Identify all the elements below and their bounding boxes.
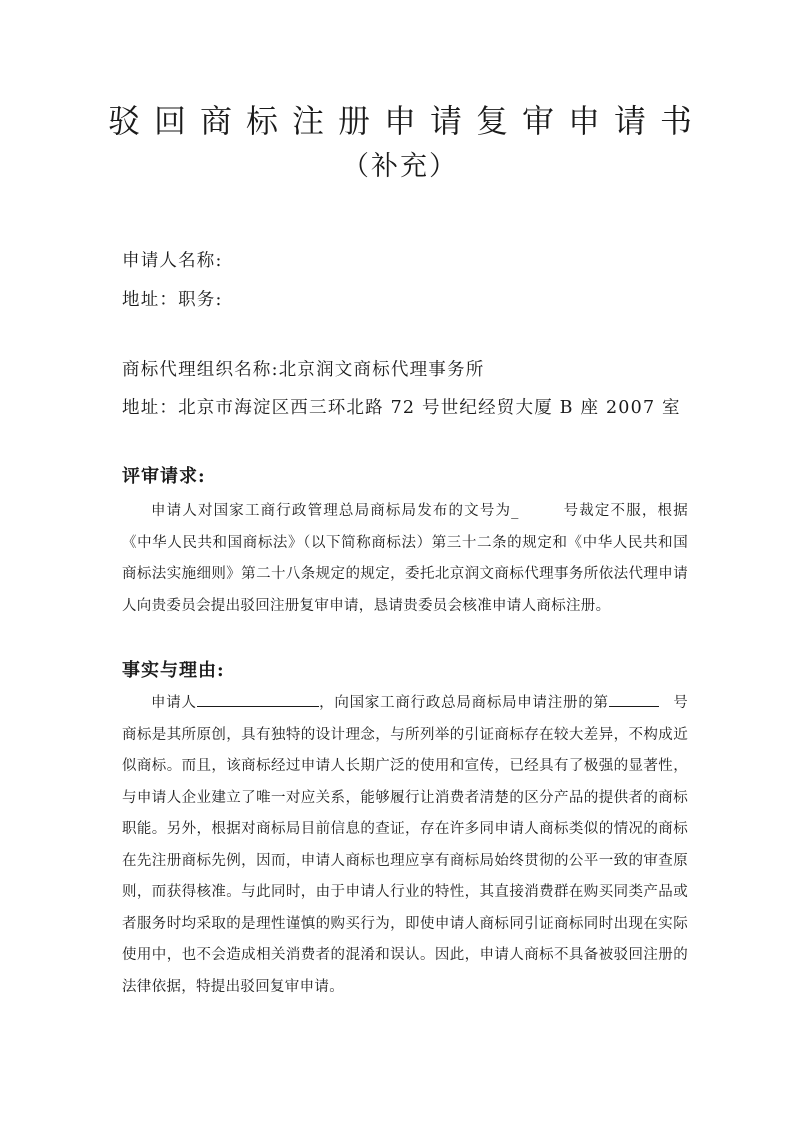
applicant-address-label: 地址：职务: — [122, 290, 223, 310]
document-subtitle: （补充） — [342, 151, 458, 182]
facts-heading: 事实与理由: — [122, 660, 225, 681]
facts-paragraph — [122, 688, 688, 1003]
agent-address-label: 地址： — [122, 398, 179, 418]
agent-name-value: 北京润文商标代理事务所 — [278, 360, 485, 380]
document-title: 驳回商标注册申请复审申请书 — [107, 102, 706, 140]
facts-text-2: ，向国家工商行政总局商标局申请注册的第 — [318, 695, 609, 711]
agent-address-value: 北京市海淀区西三环北路 72 号世纪经贸大厦 B 座 2007 室 — [178, 398, 681, 418]
applicant-name-label: 申请人名称: — [122, 251, 223, 271]
facts-text-1: 申请人 — [151, 695, 197, 711]
review-request-paragraph — [122, 496, 688, 622]
review-request-text-1: 申请人对国家工商行政管理总局商标局发布的文号为_ — [151, 503, 519, 519]
agent-address-line — [122, 394, 681, 419]
agent-name-line — [122, 356, 484, 381]
review-request-heading: 评审请求: — [122, 466, 206, 487]
trademark-number-blank — [609, 689, 659, 707]
agent-name-label: 商标代理组织名称: — [122, 360, 279, 380]
applicant-name-blank — [197, 689, 319, 707]
facts-text-3: 号商标是其所原创，具有独特的设计理念，与所列举的引证商标存在较大差异，不构成近似商标。而且，该商标经过申请人长期广泛的使用和宣传，已经具有了极强的显著性，与申请人企业建立了唯一对应关系，能够履行让消费者清楚的区分产品的提供者的商标职能。另外，根据对商标局目前信息的查证，存在许多同申请人商标类似的情况的商标在先注册商标先例，因而，申请人商标也理应享有商标局始终贯彻的公平一致的审查原则，而获得核准。与此同时，由于申请人行业的特性，其直接消费群在购买同类产品或者服务时均采取的是理性谨慎的购买行为，即使申请人商标同引证商标同时出现在实际使用中，也不会造成相关消费者的混淆和误认。因此，申请人商标不具备被驳回注册的法律依据，特提出驳回复审申请。 — [122, 695, 688, 995]
review-request-text-2: 号裁定不服，根据《中华人民共和国商标法》（以下简称商标法）第三十二条的规定和《中华人民共和国商标法实施细则》第二十八条规定的规定，委托北京润文商标代理事务所依法代理申请人向贵委员会提出驳回注册复审申请，恳请贵委员会核准申请人商标注册。 — [122, 503, 688, 614]
